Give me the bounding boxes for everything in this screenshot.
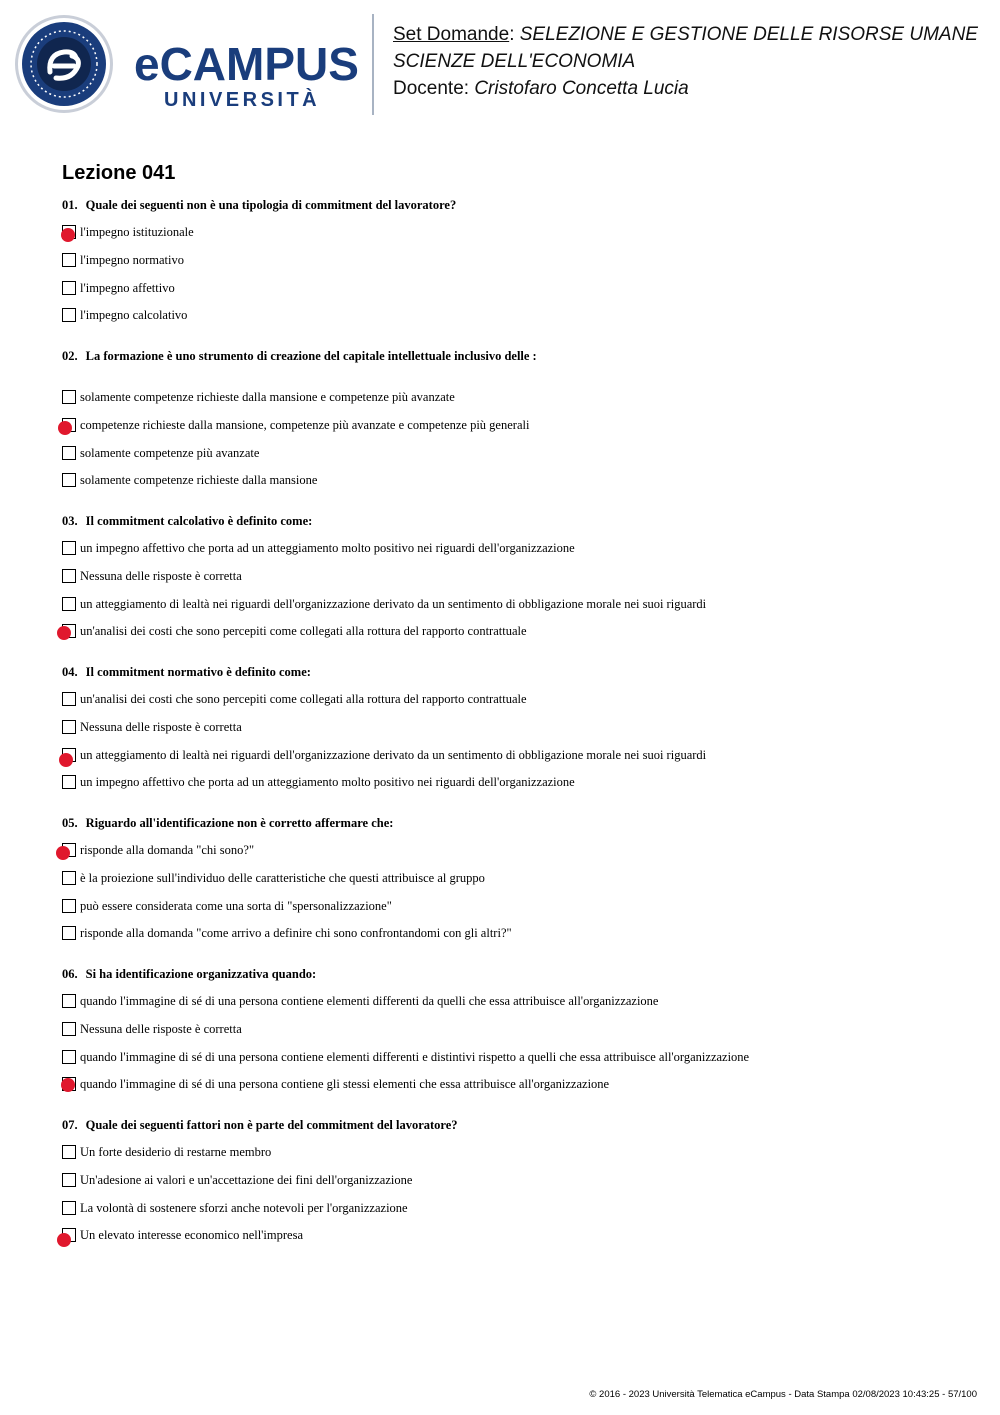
answer-text: un'analisi dei costi che sono percepiti come collegati alla rottura del rapporto contrattuale xyxy=(80,624,527,639)
checkbox[interactable] xyxy=(62,1145,76,1159)
answer-option[interactable] xyxy=(62,748,962,763)
question-6 xyxy=(62,967,316,982)
checkbox[interactable] xyxy=(62,994,76,1008)
set-line: Set Domande: SELEZIONE E GESTIONE DELLE RISORSE UMANE xyxy=(393,24,978,45)
selected-answer-marker xyxy=(57,1233,71,1247)
answer-option[interactable] xyxy=(62,692,962,707)
answer-option[interactable] xyxy=(62,253,962,268)
answer-option[interactable] xyxy=(62,720,962,735)
selected-answer-marker xyxy=(59,753,73,767)
question-text: Quale dei seguenti non è una tipologia di commitment del lavoratore? xyxy=(85,198,457,212)
question-5 xyxy=(62,816,393,831)
answer-option[interactable] xyxy=(62,1022,962,1037)
question-number: 04. xyxy=(62,665,78,679)
question-text: Il commitment calcolativo è definito come: xyxy=(85,514,313,528)
answer-text: l'impegno calcolativo xyxy=(80,308,188,323)
answer-option[interactable] xyxy=(62,1050,962,1065)
answer-option[interactable] xyxy=(62,926,962,941)
answer-text: solamente competenze richieste dalla mansione e competenze più avanzate xyxy=(80,390,455,404)
question-7 xyxy=(62,1118,458,1133)
answer-option[interactable] xyxy=(62,473,962,488)
answer-text: l'impegno affettivo xyxy=(80,280,175,295)
answer-option[interactable] xyxy=(62,624,962,639)
checkbox[interactable] xyxy=(62,1050,76,1064)
question-4 xyxy=(62,665,311,680)
answer-text: l'impegno istituzionale xyxy=(80,225,194,239)
teacher-label: Docente: xyxy=(393,78,475,99)
selected-answer-marker xyxy=(56,846,70,860)
checkbox[interactable] xyxy=(62,390,76,404)
answer-option[interactable] xyxy=(62,390,962,405)
answer-option[interactable] xyxy=(62,1145,962,1160)
question-text: Quale dei seguenti fattori non è parte del commitment del lavoratore? xyxy=(85,1118,458,1132)
answer-text: Un forte desiderio di restarne membro xyxy=(80,1145,272,1159)
answer-text: risponde alla domanda "come arrivo a definire chi sono confrontandomi con gli altri?" xyxy=(80,926,512,941)
page-header xyxy=(0,0,1000,130)
checkbox[interactable] xyxy=(62,775,76,789)
answer-text: un atteggiamento di lealtà nei riguardi dell'organizzazione derivato da un sentimento di obbligazione morale nei suoi riguardi xyxy=(80,747,707,762)
answer-text: quando l'immagine di sé di una persona contiene elementi differenti da quelli che essa attribuisce all'organizzazione xyxy=(80,994,659,1008)
checkbox[interactable] xyxy=(62,281,76,295)
answer-text: Un'adesione ai valori e un'accettazione dei fini dell'organizzazione xyxy=(80,1172,413,1187)
answer-option[interactable] xyxy=(62,1173,962,1188)
faculty: SCIENZE DELL'ECONOMIA xyxy=(393,51,636,72)
answer-option[interactable] xyxy=(62,597,962,612)
answer-text: l'impegno normativo xyxy=(80,252,184,267)
selected-answer-marker xyxy=(58,421,72,435)
checkbox[interactable] xyxy=(62,597,76,611)
logo-name: eCAMPUS xyxy=(134,38,359,90)
answer-option[interactable] xyxy=(62,994,962,1009)
answer-text: è la proiezione sull'individuo delle caratteristiche che questi attribuisce al gruppo xyxy=(80,870,485,885)
answer-text: Nessuna delle risposte è corretta xyxy=(80,719,242,734)
question-number: 03. xyxy=(62,514,78,528)
question-number: 06. xyxy=(62,967,78,981)
teacher-line xyxy=(393,75,993,102)
answer-option[interactable] xyxy=(62,225,962,240)
question-number: 02. xyxy=(62,349,78,363)
set-title: SELEZIONE E GESTIONE DELLE RISORSE UMANE xyxy=(519,24,978,45)
answer-text: può essere considerata come una sorta di "spersonalizzazione" xyxy=(80,898,392,913)
answer-option[interactable] xyxy=(62,1077,962,1092)
question-text: Si ha identificazione organizzativa quando: xyxy=(85,967,317,981)
logo-subtitle: UNIVERSITÀ xyxy=(164,89,321,111)
answer-text: La volontà di sostenere sforzi anche notevoli per l'organizzazione xyxy=(80,1200,408,1215)
answer-text: quando l'immagine di sé di una persona contiene elementi differenti e distintivi rispetto a quelli che essa attribuisce all'organizzazione xyxy=(80,1049,750,1064)
answer-text: risponde alla domanda "chi sono?" xyxy=(80,843,255,857)
answer-option[interactable] xyxy=(62,446,962,461)
answer-text: un'analisi dei costi che sono percepiti come collegati alla rottura del rapporto contrattuale xyxy=(80,692,527,706)
answer-text: competenze richieste dalla mansione, competenze più avanzate e competenze più generali xyxy=(80,417,530,432)
answer-option[interactable] xyxy=(62,569,962,584)
question-3 xyxy=(62,514,312,529)
answer-text: solamente competenze richieste dalla mansione xyxy=(80,473,318,488)
checkbox[interactable] xyxy=(62,253,76,267)
checkbox[interactable] xyxy=(62,473,76,487)
question-text: Il commitment normativo è definito come: xyxy=(85,665,311,679)
answer-text: un impegno affettivo che porta ad un atteggiamento molto positivo nei riguardi dell'organizzazione xyxy=(80,541,575,555)
answer-text: Nessuna delle risposte è corretta xyxy=(80,1021,242,1036)
footer-text: © 2016 - 2023 Università Telematica eCampus - Data Stampa 02/08/2023 10:43:25 - 57/100 xyxy=(589,1389,977,1400)
set-label: Set Domande xyxy=(393,24,510,45)
answer-option[interactable] xyxy=(62,418,962,433)
checkbox[interactable] xyxy=(62,899,76,913)
question-text: Riguardo all'identificazione non è corretto affermare che: xyxy=(85,816,394,830)
checkbox[interactable] xyxy=(62,926,76,940)
answer-option[interactable] xyxy=(62,871,962,886)
answer-option[interactable] xyxy=(62,899,962,914)
answer-text: Un elevato interesse economico nell'impresa xyxy=(80,1228,304,1243)
answer-option[interactable] xyxy=(62,1228,962,1243)
question-1 xyxy=(62,198,456,213)
answer-option[interactable] xyxy=(62,308,962,323)
question-text: La formazione è uno strumento di creazione del capitale intellettuale inclusivo delle : xyxy=(85,349,537,363)
selected-answer-marker xyxy=(61,228,75,242)
checkbox[interactable] xyxy=(62,569,76,583)
checkbox[interactable] xyxy=(62,541,76,555)
checkbox[interactable] xyxy=(62,446,76,460)
answer-option[interactable] xyxy=(62,541,962,556)
checkbox[interactable] xyxy=(62,871,76,885)
ecampus-logo xyxy=(14,14,359,114)
answer-text: quando l'immagine di sé di una persona contiene gli stessi elementi che essa attribuisce all'organizzazione xyxy=(80,1077,610,1092)
answer-text: un impegno affettivo che porta ad un atteggiamento molto positivo nei riguardi dell'organizzazione xyxy=(80,775,575,790)
answer-option[interactable] xyxy=(62,281,962,296)
lesson-title: Lezione 041 xyxy=(62,162,176,184)
header-info xyxy=(393,21,993,102)
question-number: 07. xyxy=(62,1118,78,1132)
answer-text: solamente competenze più avanzate xyxy=(80,445,260,460)
question-2 xyxy=(62,349,537,364)
checkbox[interactable] xyxy=(62,692,76,706)
question-number: 01. xyxy=(62,198,78,212)
header-separator xyxy=(372,14,374,115)
answer-text: un atteggiamento di lealtà nei riguardi dell'organizzazione derivato da un sentimento di obbligazione morale nei suoi riguardi xyxy=(80,596,707,611)
checkbox[interactable] xyxy=(62,1201,76,1215)
answer-option[interactable] xyxy=(62,775,962,790)
answer-text: Nessuna delle risposte è corretta xyxy=(80,568,242,583)
checkbox[interactable] xyxy=(62,720,76,734)
question-number: 05. xyxy=(62,816,78,830)
checkbox[interactable] xyxy=(62,1173,76,1187)
teacher-name: Cristofaro Concetta Lucia xyxy=(474,78,689,99)
answer-option[interactable] xyxy=(62,843,962,858)
answer-option[interactable] xyxy=(62,1201,962,1216)
checkbox[interactable] xyxy=(62,308,76,322)
checkbox[interactable] xyxy=(62,1022,76,1036)
